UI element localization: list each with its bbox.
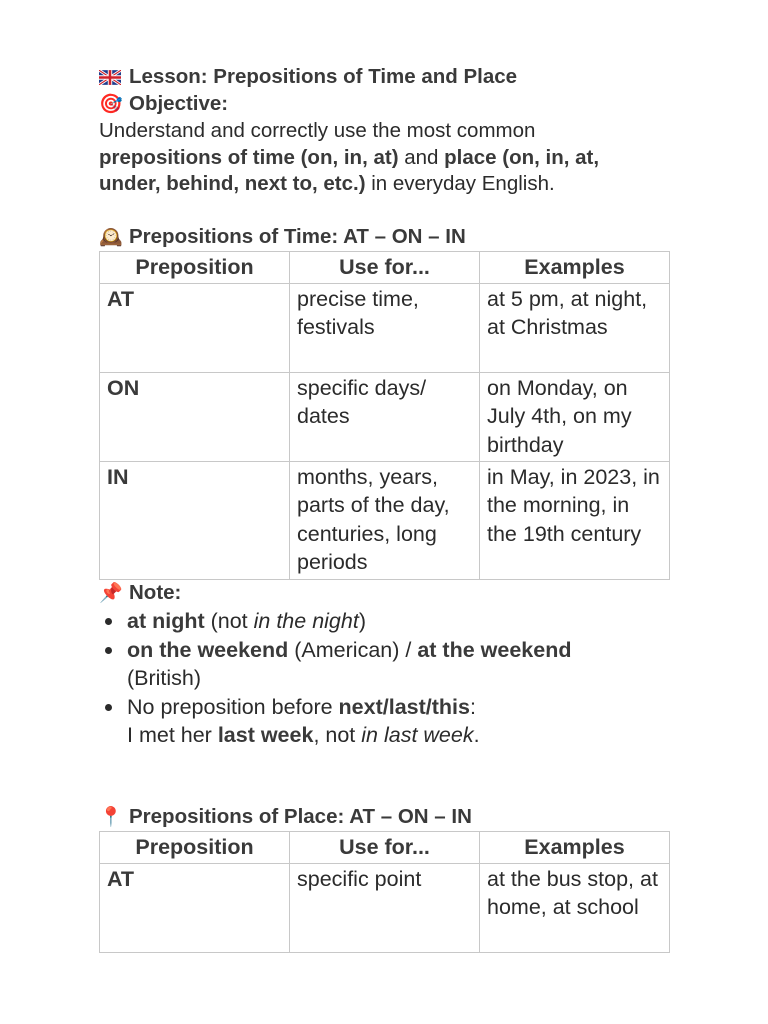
cell-examples: on Monday, on July 4th, on my birthday [480,372,670,461]
note-text: (not [204,609,254,633]
header-use-for: Use for... [290,832,480,864]
table-row [100,372,670,461]
objective-line-2 [99,145,679,172]
list-item [99,607,679,636]
note-list [99,607,679,721]
note-italic: in the night [253,609,359,633]
note-text: No preposition before [127,694,339,719]
cell-preposition: AT [100,863,290,952]
cell-preposition: AT [100,283,290,372]
target-icon: 🎯 [99,93,123,115]
place-section-heading [99,804,679,832]
note-bold: at night [127,609,205,633]
objective-tail: in everyday English. [365,172,555,195]
note-label: Note: [129,580,182,604]
objective-and: and [398,145,445,169]
uk-flag-icon [99,70,121,85]
lesson-content [99,64,679,953]
table-row [100,283,670,372]
cell-preposition: IN [100,461,290,579]
place-prepositions-table [99,831,670,953]
lesson-title: Lesson: Prepositions of Time and Place [129,65,518,88]
clock-icon: 🕰️ [99,226,123,248]
header-examples: Examples [480,832,670,864]
objective-heading [99,91,679,119]
lesson-title-line [99,64,679,91]
objective-bold-place-cont: under, behind, next to, etc.) [99,172,366,195]
time-heading-text: Prepositions of Time: AT – ON – IN [129,224,466,248]
note-bold: last week [217,723,314,747]
header-preposition: Preposition [100,832,290,864]
table-row [100,461,670,579]
header-use-for: Use for... [290,252,480,284]
cell-preposition: ON [100,372,290,461]
time-prepositions-table [99,251,670,580]
cell-use: specific point [290,863,480,952]
note-bold: on the weekend [127,637,289,662]
cell-use: months, years, parts of the day, centuries, long periods [290,461,480,579]
note-bold: next/last/this [338,694,470,719]
note-text: (American) / [288,637,418,662]
objective-bold-place: place (on, in, at, [444,145,600,169]
note-text: . [473,723,480,747]
table-header-row [100,832,670,864]
cell-use: precise time, festivals [290,283,480,372]
list-item [99,636,679,693]
header-examples: Examples [480,252,670,284]
table-row [100,863,670,952]
time-section-heading [99,224,679,252]
note-text: (British) [127,666,202,690]
note-text: , not [313,723,362,747]
cell-examples: at the bus stop, at home, at school [480,863,670,952]
place-heading-text: Prepositions of Place: AT – ON – IN [129,804,472,828]
cell-examples: in May, in 2023, in the morning, in the 19th century [480,461,670,579]
objective-bold-time: prepositions of time (on, in, at) [99,145,399,169]
pushpin-icon: 📌 [99,582,123,604]
objective-label: Objective: [129,91,229,115]
table-header-row [100,252,670,284]
note-text: ) [358,609,366,633]
note-text: : [469,694,476,719]
note-italic: in last week [361,723,474,747]
cell-use: specific days/ dates [290,372,480,461]
objective-line-1: Understand and correctly use the most common [99,119,536,142]
note-text: I met her [127,723,218,747]
header-preposition: Preposition [100,252,290,284]
cell-examples: at 5 pm, at night, at Christmas [480,283,670,372]
note-example-line [99,721,679,750]
round-pin-icon: 📍 [99,806,123,828]
list-item [99,693,679,722]
note-heading [99,580,679,608]
objective-line-3 [99,171,679,198]
note-bold: at the weekend [417,637,572,662]
